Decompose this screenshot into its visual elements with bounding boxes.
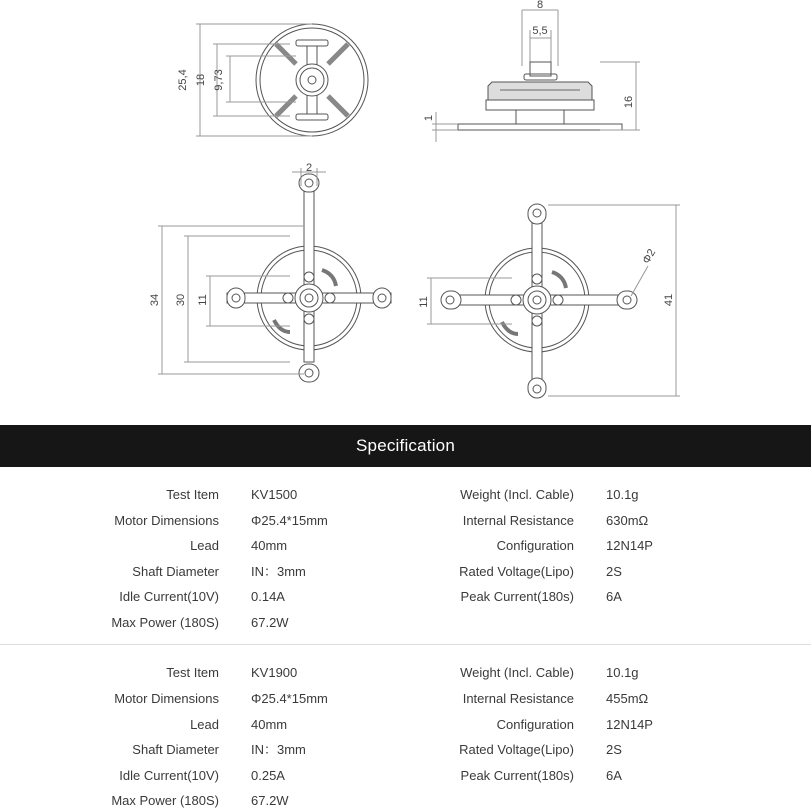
dim-side-height: 16 — [623, 95, 635, 109]
spec-label: Rated Voltage(Lipo) — [459, 564, 574, 579]
spec-label: Configuration — [496, 538, 574, 553]
spec-label: Test Item — [166, 487, 219, 502]
dim-front-mid: 18 — [195, 73, 207, 87]
dim-mount-height-outer: 34 — [149, 293, 161, 307]
spec-label: Internal Resistance — [462, 513, 574, 528]
spec-value: 0.14A — [251, 589, 285, 604]
spec-value: 6A — [606, 768, 622, 783]
dim-mount-height-inner: 11 — [197, 294, 209, 306]
spec-value: IN：3mm — [251, 742, 306, 757]
spec-row — [0, 587, 811, 607]
mount-view-right-drawing — [427, 204, 680, 398]
spec-value: 455mΩ — [606, 691, 649, 706]
spec-value: 12N14P — [606, 717, 653, 732]
spec-label: Peak Current(180s) — [460, 768, 574, 783]
spec-value: 2S — [606, 742, 622, 757]
spec-row — [0, 791, 811, 811]
specification-header — [0, 425, 811, 467]
spec-label: Lead — [190, 538, 219, 553]
mount-view-left-drawing — [158, 168, 391, 382]
spec-value: 10.1g — [606, 665, 639, 680]
spec-label: Max Power (180S) — [111, 793, 219, 808]
spec-row — [0, 536, 811, 556]
spec-label: Lead — [190, 717, 219, 732]
spec-label: Motor Dimensions — [114, 691, 219, 706]
spec-value: KV1900 — [251, 665, 298, 680]
specification-title: Specification — [356, 436, 455, 455]
spec-row — [0, 485, 811, 505]
spec-value: Φ25.4*15mm — [251, 691, 328, 706]
spec-label: Internal Resistance — [462, 691, 574, 706]
spec-row — [0, 740, 811, 760]
spec-label: Configuration — [496, 717, 574, 732]
spec-value: 67.2W — [251, 793, 289, 808]
dim-side-shaft: 5,5 — [532, 25, 548, 37]
spec-label: Idle Current(10V) — [119, 589, 219, 604]
spec-label: Motor Dimensions — [114, 513, 219, 528]
spec-label: Test Item — [166, 665, 219, 680]
spec-row — [0, 562, 811, 582]
spec-value: 10.1g — [606, 487, 639, 502]
spec-value: 630mΩ — [606, 513, 649, 528]
spec-value: Φ25.4*15mm — [251, 513, 328, 528]
dim-front-outer: 25,4 — [177, 69, 189, 91]
spec-value: 6A — [606, 589, 622, 604]
spec-row — [0, 766, 811, 786]
spec-value: 40mm — [251, 717, 288, 732]
spec-label: Weight (Incl. Cable) — [460, 487, 574, 502]
spec-value: 67.2W — [251, 615, 289, 630]
dim-mount-height-mid: 30 — [175, 293, 187, 307]
spec-value: 0.25A — [251, 768, 285, 783]
dim-front-inner: 9,73 — [213, 69, 225, 91]
spec-label: Idle Current(10V) — [119, 768, 219, 783]
dim-side-top: 8 — [536, 0, 544, 11]
spec-value: 40mm — [251, 538, 288, 553]
spec-row — [0, 663, 811, 683]
spec-value: IN：3mm — [251, 564, 306, 579]
spec-row — [0, 613, 811, 633]
spec-label: Max Power (180S) — [111, 615, 219, 630]
dim-side-base: 1 — [423, 114, 435, 122]
spec-row — [0, 689, 811, 709]
dim-right-inner: 11 — [418, 296, 430, 308]
spec-label: Shaft Diameter — [132, 742, 219, 757]
spec-label: Peak Current(180s) — [460, 589, 574, 604]
spec-label: Weight (Incl. Cable) — [460, 665, 574, 680]
spec-value: 2S — [606, 564, 622, 579]
spec-label: Rated Voltage(Lipo) — [459, 742, 574, 757]
spec-row — [0, 715, 811, 735]
dim-mount-hole-gap: 2 — [305, 162, 313, 174]
spec-value: 12N14P — [606, 538, 653, 553]
dim-right-hole: Φ2 — [640, 247, 659, 266]
table-divider — [0, 644, 811, 645]
dim-right-span: 41 — [663, 293, 675, 307]
spec-label: Shaft Diameter — [132, 564, 219, 579]
spec-value: KV1500 — [251, 487, 298, 502]
spec-row — [0, 511, 811, 531]
